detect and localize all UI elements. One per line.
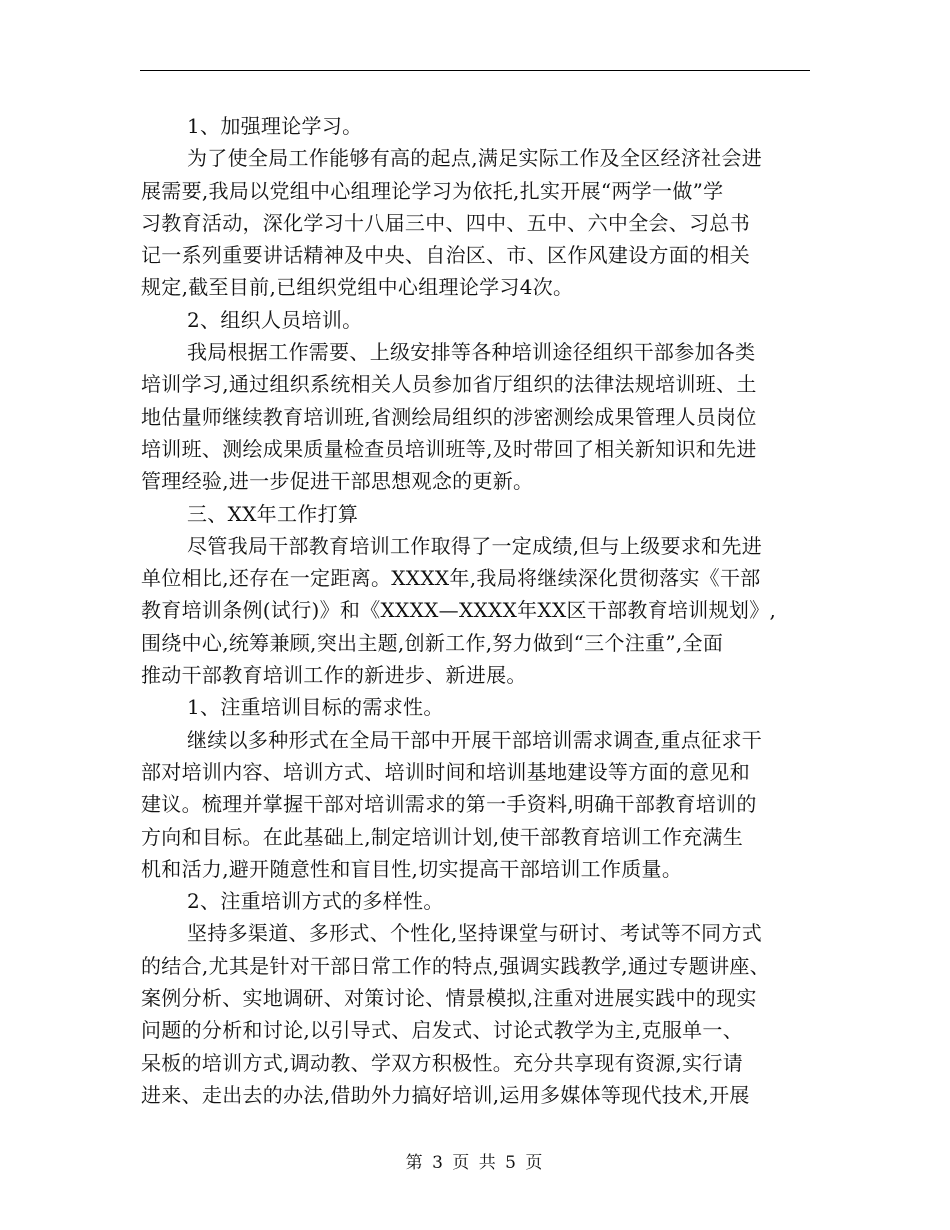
text-line: 记一系列重要讲话精神及中央、自治区、市、区作风建设方面的相关 bbox=[141, 243, 750, 268]
text-line: 为了使全局工作能够有高的起点,满足实际工作及全区经济社会进 bbox=[187, 146, 763, 171]
text-line: 展需要,我局以党组中心组理论学习为依托,扎实开展“两学一做”学 bbox=[141, 178, 724, 203]
text-line: 进来、走出去的办法,借助外力搞好培训,运用多媒体等现代技术,开展 bbox=[141, 1082, 750, 1107]
text-line: 2、注重培训方式的多样性。 bbox=[187, 889, 444, 914]
text-line: 案例分析、实地调研、对策讨论、情景模拟,注重对进展实践中的现实 bbox=[141, 986, 757, 1011]
text-line: 单位相比,还存在一定距离。XXXX年,我局将继续深化贯彻落实《干部 bbox=[141, 566, 761, 591]
text-line: 培训班、测绘成果质量检查员培训班等,及时带回了相关新知识和先进 bbox=[141, 436, 757, 461]
text-line: 呆板的培训方式,调动教、学双方积极性。充分共享现有资源,实行请 bbox=[141, 1050, 744, 1075]
text-line: 习教育活动，深化学习十八届三中、四中、五中、六中全会、习总书 bbox=[141, 210, 750, 235]
text-line: 问题的分析和讨论,以引导式、启发式、讨论式教学为主,克服单一、 bbox=[141, 1018, 744, 1043]
header-rule bbox=[140, 70, 810, 71]
text-line: 培训学习,通过组织系统相关人员参加省厅组织的法律法规培训班、土 bbox=[141, 372, 757, 397]
text-line: 的结合,尤其是针对干部日常工作的特点,强调实践教学,通过专题讲座、 bbox=[141, 953, 770, 978]
text-line: 方向和目标。在此基础上,制定培训计划,使干部教育培训工作充满生 bbox=[141, 824, 744, 849]
text-line: 教育培训条例(试行)》和《XXXX—XXXX年XX区干部教育培训规划》, bbox=[141, 598, 777, 623]
text-line: 推动干部教育培训工作的新进步、新进展。 bbox=[141, 663, 527, 688]
text-line: 1、注重培训目标的需求性。 bbox=[187, 695, 444, 720]
document-body bbox=[141, 110, 805, 1111]
text-line: 2、组织人员培训。 bbox=[187, 307, 363, 332]
text-line: 我局根据工作需要、上级安排等各种培训途径组织干部参加各类 bbox=[187, 340, 756, 365]
text-line: 围绕中心,统筹兼顾,突出主题,创新工作,努力做到“三个注重”,全面 bbox=[141, 630, 724, 655]
text-line: 部对培训内容、培训方式、培训时间和培训基地建设等方面的意见和 bbox=[141, 759, 750, 784]
text-line: 建议。梳理并掌握干部对培训需求的第一手资料,明确干部教育培训的 bbox=[141, 792, 757, 817]
text-line: 1、加强理论学习。 bbox=[187, 114, 363, 138]
text-line: 地估量师继续教育培训班,省测绘局组织的涉密测绘成果管理人员岗位 bbox=[141, 404, 757, 429]
page-number-footer: 第 3 页 共 5 页 bbox=[405, 1153, 545, 1173]
text-line: 规定,截至目前,已组织党组中心组理论学习4次。 bbox=[141, 275, 574, 300]
text-line: 三、XX年工作打算 bbox=[187, 501, 359, 526]
text-line: 继续以多种形式在全局干部中开展干部培训需求调查,重点征求干 bbox=[187, 727, 763, 752]
text-line: 尽管我局干部教育培训工作取得了一定成绩,但与上级要求和先进 bbox=[187, 533, 763, 558]
text-line: 坚持多渠道、多形式、个性化,坚持课堂与研讨、考试等不同方式 bbox=[187, 921, 763, 946]
text-line: 机和活力,避开随意性和盲目性,切实提高干部培训工作质量。 bbox=[141, 856, 683, 881]
text-line: 管理经验,进一步促进干部思想观念的更新。 bbox=[141, 469, 534, 494]
